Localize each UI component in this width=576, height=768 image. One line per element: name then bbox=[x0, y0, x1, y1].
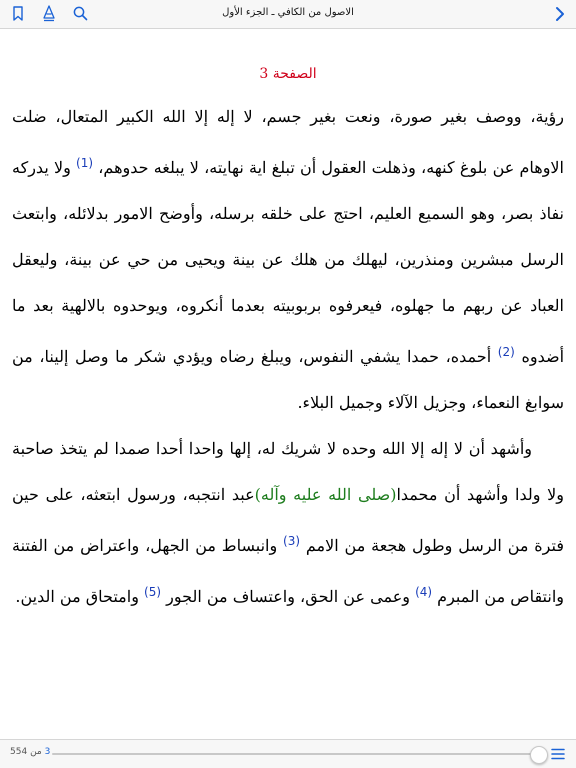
total-pages: 554 bbox=[10, 747, 28, 757]
paragraph bbox=[12, 426, 564, 620]
text-segment: وانبساط من الجهل، واعتراض من الفتنة وانتقاص من المبرم bbox=[12, 536, 564, 606]
book-title: الاصول من الكافي ـ الجزء الأول bbox=[222, 7, 354, 18]
text-segment: وأشهد أن لا إله إلا الله وحده لا شريك له، إلها واحدا أحدا صمدا لم يتخذ صاحبة ولا ولدا وأشهد أن محمدا bbox=[12, 439, 565, 504]
footnote-ref[interactable]: (2) bbox=[497, 345, 515, 359]
footnote-ref[interactable]: (4) bbox=[415, 585, 433, 599]
text-segment: رؤية، ووصف بغير صورة، ونعت بغير جسم، لا إله إلا الله الكبير المتعال، ضلت الاوهام عن بلوغ كنهه، وذهلت العقول أن تبلغ اية نهايته، لا يبلغه حدوهم، bbox=[12, 107, 565, 177]
bottom-toolbar bbox=[0, 739, 576, 768]
of-label: من bbox=[30, 747, 42, 757]
page-label: الصفحة 3 bbox=[259, 66, 317, 82]
page-counter bbox=[10, 747, 50, 757]
page-slider-thumb[interactable] bbox=[530, 746, 548, 764]
current-page: 3 bbox=[44, 747, 51, 757]
footnote-ref[interactable]: (1) bbox=[76, 156, 94, 170]
text-segment: عبد انتجبه، ورسول ابتعثه، على حين فترة من الرسل وطول هجعة من الامم bbox=[12, 485, 564, 555]
text-segment: وامتحاق من الدين. bbox=[15, 587, 139, 606]
book-text bbox=[12, 94, 564, 620]
paragraph bbox=[12, 94, 564, 426]
contents-list-icon[interactable] bbox=[551, 748, 565, 760]
back-chevron-icon[interactable] bbox=[555, 6, 565, 22]
top-toolbar bbox=[0, 0, 576, 29]
text-segment: وعمى عن الحق، واعتساف من الجور bbox=[166, 587, 410, 606]
footnote-ref[interactable]: (5) bbox=[144, 585, 162, 599]
salawat-text: (صلى الله عليه وآله) bbox=[254, 485, 397, 504]
page-slider-track[interactable] bbox=[52, 753, 540, 755]
footnote-ref[interactable]: (3) bbox=[283, 534, 301, 548]
text-segment: ولا يدركه نفاذ بصر، وهو السميع العليم، احتج على خلقه برسله، وأوضح الامور بدلائله، وابتعث الرسل مبشرين ومنذرين، ليهلك من هلك عن بينة ويحيى من حي عن بينة، وليعقل العباد عن ربهم ما جهلوه، فيعرفوه بربوبيته بعدما أنكروه، ويوحدوه بالالهية بعد ما أضدوه bbox=[12, 158, 565, 366]
text-segment: أحمده، حمدا يشفي النفوس، ويبلغ رضاه ويؤدي شكر ما وصل إلينا، من سوابغ النعماء، وجزيل الآلاء وجميل البلاء. bbox=[12, 347, 564, 412]
